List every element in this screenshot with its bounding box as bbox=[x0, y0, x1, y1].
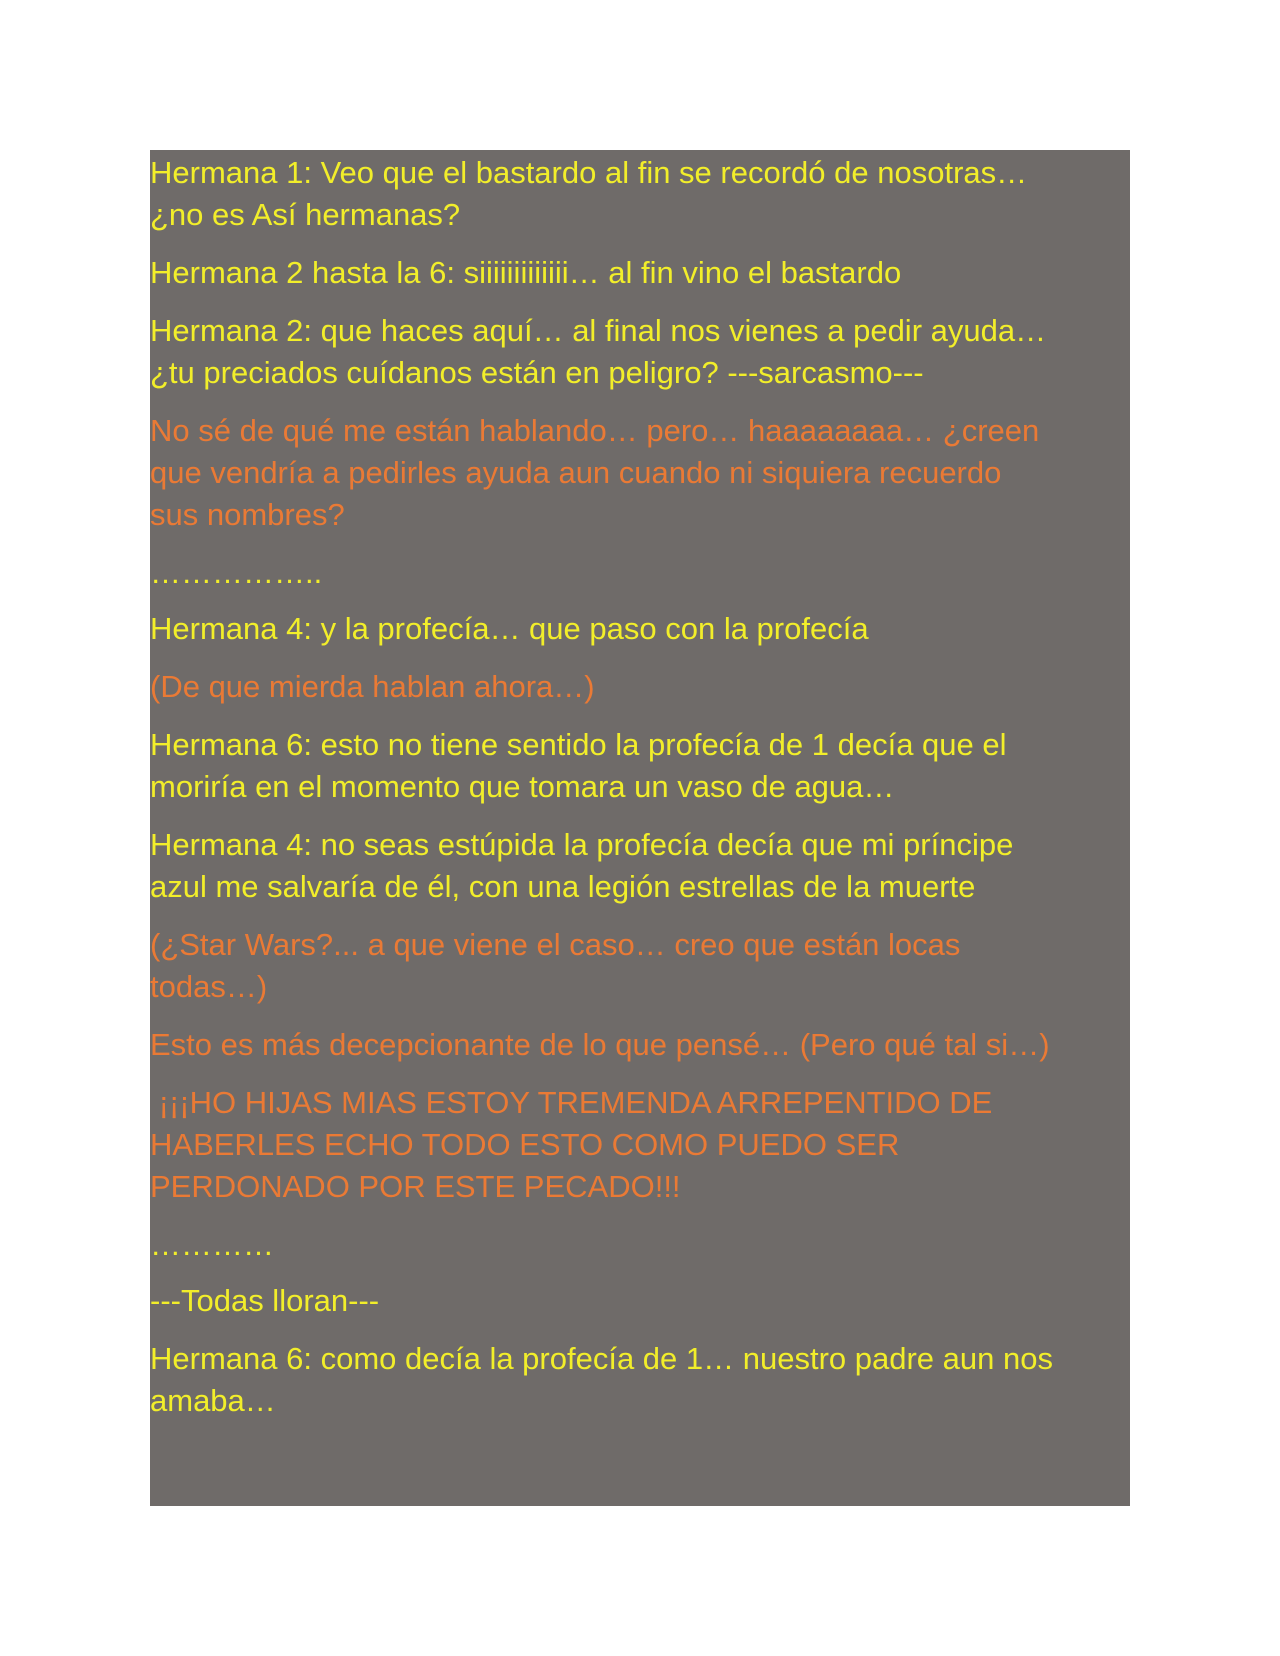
paragraph-hermana-4-profecia: Hermana 4: y la profecía… que paso con la profecía bbox=[150, 611, 869, 646]
paragraph-hermana-2: Hermana 2: que haces aquí… al final nos vienes a pedir ayuda… ¿tu preciados cuídanos están en peligro? ---sarcasmo--- bbox=[150, 313, 1047, 390]
paragraph-ellipsis-2: ………… bbox=[150, 1227, 274, 1262]
paragraph-narrator-star-wars: (¿Star Wars?... a que viene el caso… creo que están locas todas…) bbox=[150, 927, 961, 1004]
paragraph-narrator-thought-1: (De que mierda hablan ahora…) bbox=[150, 669, 595, 704]
paragraph-hermana-4-principe: Hermana 4: no seas estúpida la profecía decía que mi príncipe azul me salvaría de él, con una legión estrellas de la muerte bbox=[150, 827, 1014, 904]
text-panel bbox=[150, 150, 1130, 1506]
paragraph-hermana-6-profecia: Hermana 6: esto no tiene sentido la profecía de 1 decía que el moriría en el momento que tomara un vaso de agua… bbox=[150, 727, 1007, 804]
paragraph-hermana-6-final: Hermana 6: como decía la profecía de 1… nuestro padre aun nos amaba… bbox=[150, 1341, 1053, 1418]
paragraph-narrator-shout: ¡¡¡HO HIJAS MIAS ESTOY TREMENDA ARREPENTIDO DE HABERLES ECHO TODO ESTO COMO PUEDO SER PERDONADO POR ESTE PECADO!!! bbox=[150, 1085, 993, 1204]
paragraph-narrator-decepcion: Esto es más decepcionante de lo que pensé… (Pero qué tal si…) bbox=[150, 1027, 1050, 1062]
paragraph-narrator-reply: No sé de qué me están hablando… pero… haaaaaaaa… ¿creen que vendría a pedirles ayuda aun cuando ni siquiera recuerdo sus nombres? bbox=[150, 413, 1040, 532]
paragraph-ellipsis-1: …………….. bbox=[150, 555, 323, 590]
paragraph-hermana-1: Hermana 1: Veo que el bastardo al fin se recordó de nosotras… ¿no es Así hermanas? bbox=[150, 155, 1028, 232]
paragraph-hermanas-2-6: Hermana 2 hasta la 6: siiiiiiiiiiiii… al fin vino el bastardo bbox=[150, 255, 902, 290]
paragraph-todas-lloran: ---Todas lloran--- bbox=[150, 1283, 380, 1318]
